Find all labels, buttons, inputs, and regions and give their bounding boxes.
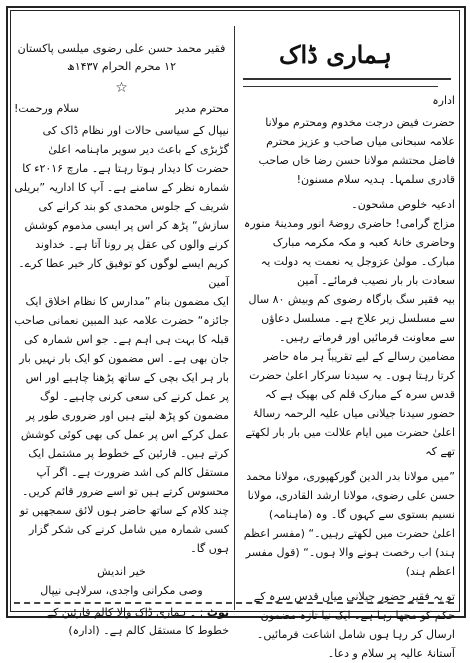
- sender-name: فقیر محمد حسن علی رضوی میلسی پاکستان: [17, 42, 226, 55]
- right-paragraph-2: ادعیہ خلوص مشحون۔: [351, 198, 455, 211]
- sender-block: [14, 40, 229, 76]
- left-paragraph-2: ایک مضمون بنام ”مدارس کا نظام اخلاق ایک جائزہ“ حضرت علامہ عبد المبین نعمانی صاحب قبلہ کا بہت ہی اہم ہے۔ جو اس شمارہ کی جان بھی ہے۔ اس مضمون کو ایک بار نہیں بار بار ہر ایک بچی کے ساتھ پڑھنا چاہیے اور اس پر عمل کرنے کی سعی کرنی چاہیے۔ لوگ مضمون کو پڑھ لیتے ہیں اور ضروری طور پر عمل کرکے اس پر عمل کی بھی کوئی کوشش کرتے ہیں۔ قارئین کے خطوط پر مشتمل ایک مستقل کالم کی اشد ضرورت ہے۔ اگر آپ محسوس کرتے ہیں تو اسے ضرور قائم کریں۔ چند کلام کے ساتھ حاضر ہوں لائق سمجھیں تو کسی شمارہ میں شامل کرنے کی شکر گزار ہوں گا۔: [14, 295, 229, 555]
- right-paragraph-3: مزاج گرامی! حاضری روضۂ انور ومدینۂ منورہ وحاضری خانۂ کعبہ و مکہ مکرمہ مبارک مبارک۔ مولیٰ عزوجل یہ نعمت یہ دولت یہ سعادت بار بار نصیب فرمائے۔ آمین: [243, 217, 455, 287]
- article-title: ہماری ڈاک: [279, 40, 392, 69]
- title-decor-rule: [243, 78, 451, 80]
- closing-name: وصی مکرانی واجدی، سرلاہی نیپال: [40, 584, 203, 597]
- right-paragraph-5: ”میں مولانا بدر الدین گورکھپوری، مولانا محمد حسن علی رضوی، مولانا ارشد القادری، مولانا نسیم بستوی سے کہوں گا۔ وہ (ماہنامہ) اعلیٰ حضرت میں لکھتے رہیں۔“ (مفسر اعظم ہند) اب رخصت ہونے والا ہوں۔“ (قول مفسر اعظم ہند): [243, 470, 455, 578]
- column-divider: [234, 26, 235, 610]
- star-ornament: ☆: [115, 80, 128, 96]
- title-block: [243, 14, 455, 84]
- right-paragraph-1: حضرت فیض درجت مخدوم ومحترم مولانا علامہ سبحانی میاں صاحب و عزیز محترم فاضل محتشم مولانا حسن رضا خاں صاحب قادری سلمہا۔ ہدیہ سلام مسنون!: [258, 116, 455, 186]
- greeting-line: [14, 102, 229, 115]
- title-rule: [243, 86, 438, 87]
- closing: خیر اندیش: [97, 565, 146, 578]
- greeting-salam: سلام ورحمت!: [14, 102, 80, 115]
- note-label: نوٹ: [206, 606, 229, 619]
- left-column: [14, 14, 229, 640]
- greeting-salutation: محترم مدیر: [175, 102, 229, 115]
- right-paragraph-4: بیہ فقیر سگ بارگاہ رضوی کم وبیش ۸۰ سال سے مسلسل زیر علاج ہے۔ مسلسل دعاؤں سے معاونت فرمائیں اور فرماتے رہیں۔ مضامین رسالے کے لیے تقریباً ہر ماہ حاضر کرتا رہتا ہوں۔ یہ سیدنا سرکار اعلیٰ حضرت قدس سرہ کے مبارک قلم کی بھیک ہے کہ حضور سیدنا جیلانی میاں علیہ الرحمہ رسالۂ اعلیٰ حضرت میں ایام علالت میں بار بار لکھتے تھے کہ: [245, 293, 455, 458]
- sender-date: ۱۲ محرم الحرام ۱۴۳۷ھ: [67, 60, 176, 73]
- byline: ادارہ: [432, 94, 455, 107]
- editor-note: [14, 604, 229, 640]
- right-column: [243, 14, 455, 663]
- note-text: : ۔ ہماری ڈاک والا کالم قارئین کے خطوط کا مستقل کالم ہے۔ (ادارہ): [46, 606, 229, 637]
- right-paragraph-6: تو یہ فقیر حضور جیلانی میاں قدس سرہ کے حکم کو مجھا رہا ہے۔ ایک نیا تازہ مضمون ارسال کر رہا ہوں شامل اشاعت فرمائیں۔ آستانۂ عالیہ پر سلام و دعا۔: [253, 590, 455, 660]
- left-body: [14, 121, 229, 558]
- left-paragraph-1: نیپال کے سیاسی حالات اور نظام ڈاک کی گڑبڑی کے باعث دیر سویر ماہنامہ اعلیٰ حضرت کا دیدار ہوتا رہتا ہے۔ مارچ ۲۰۱۶ء کا شمارہ نظر کے سامنے ہے۔ آپ کا اداریہ ”بریلی شریف کے جلوس محمدی کو بند کرانے کی سازش“ پڑھ کر اس پر ایسی مذموم کوشش کرنے والوں کی عقل پر رونا آتا ہے۔ خداوند کریم ایسے لوگوں کو توفیق کار خیر عطا کرے۔ آمین: [14, 124, 229, 289]
- right-body: [243, 113, 455, 663]
